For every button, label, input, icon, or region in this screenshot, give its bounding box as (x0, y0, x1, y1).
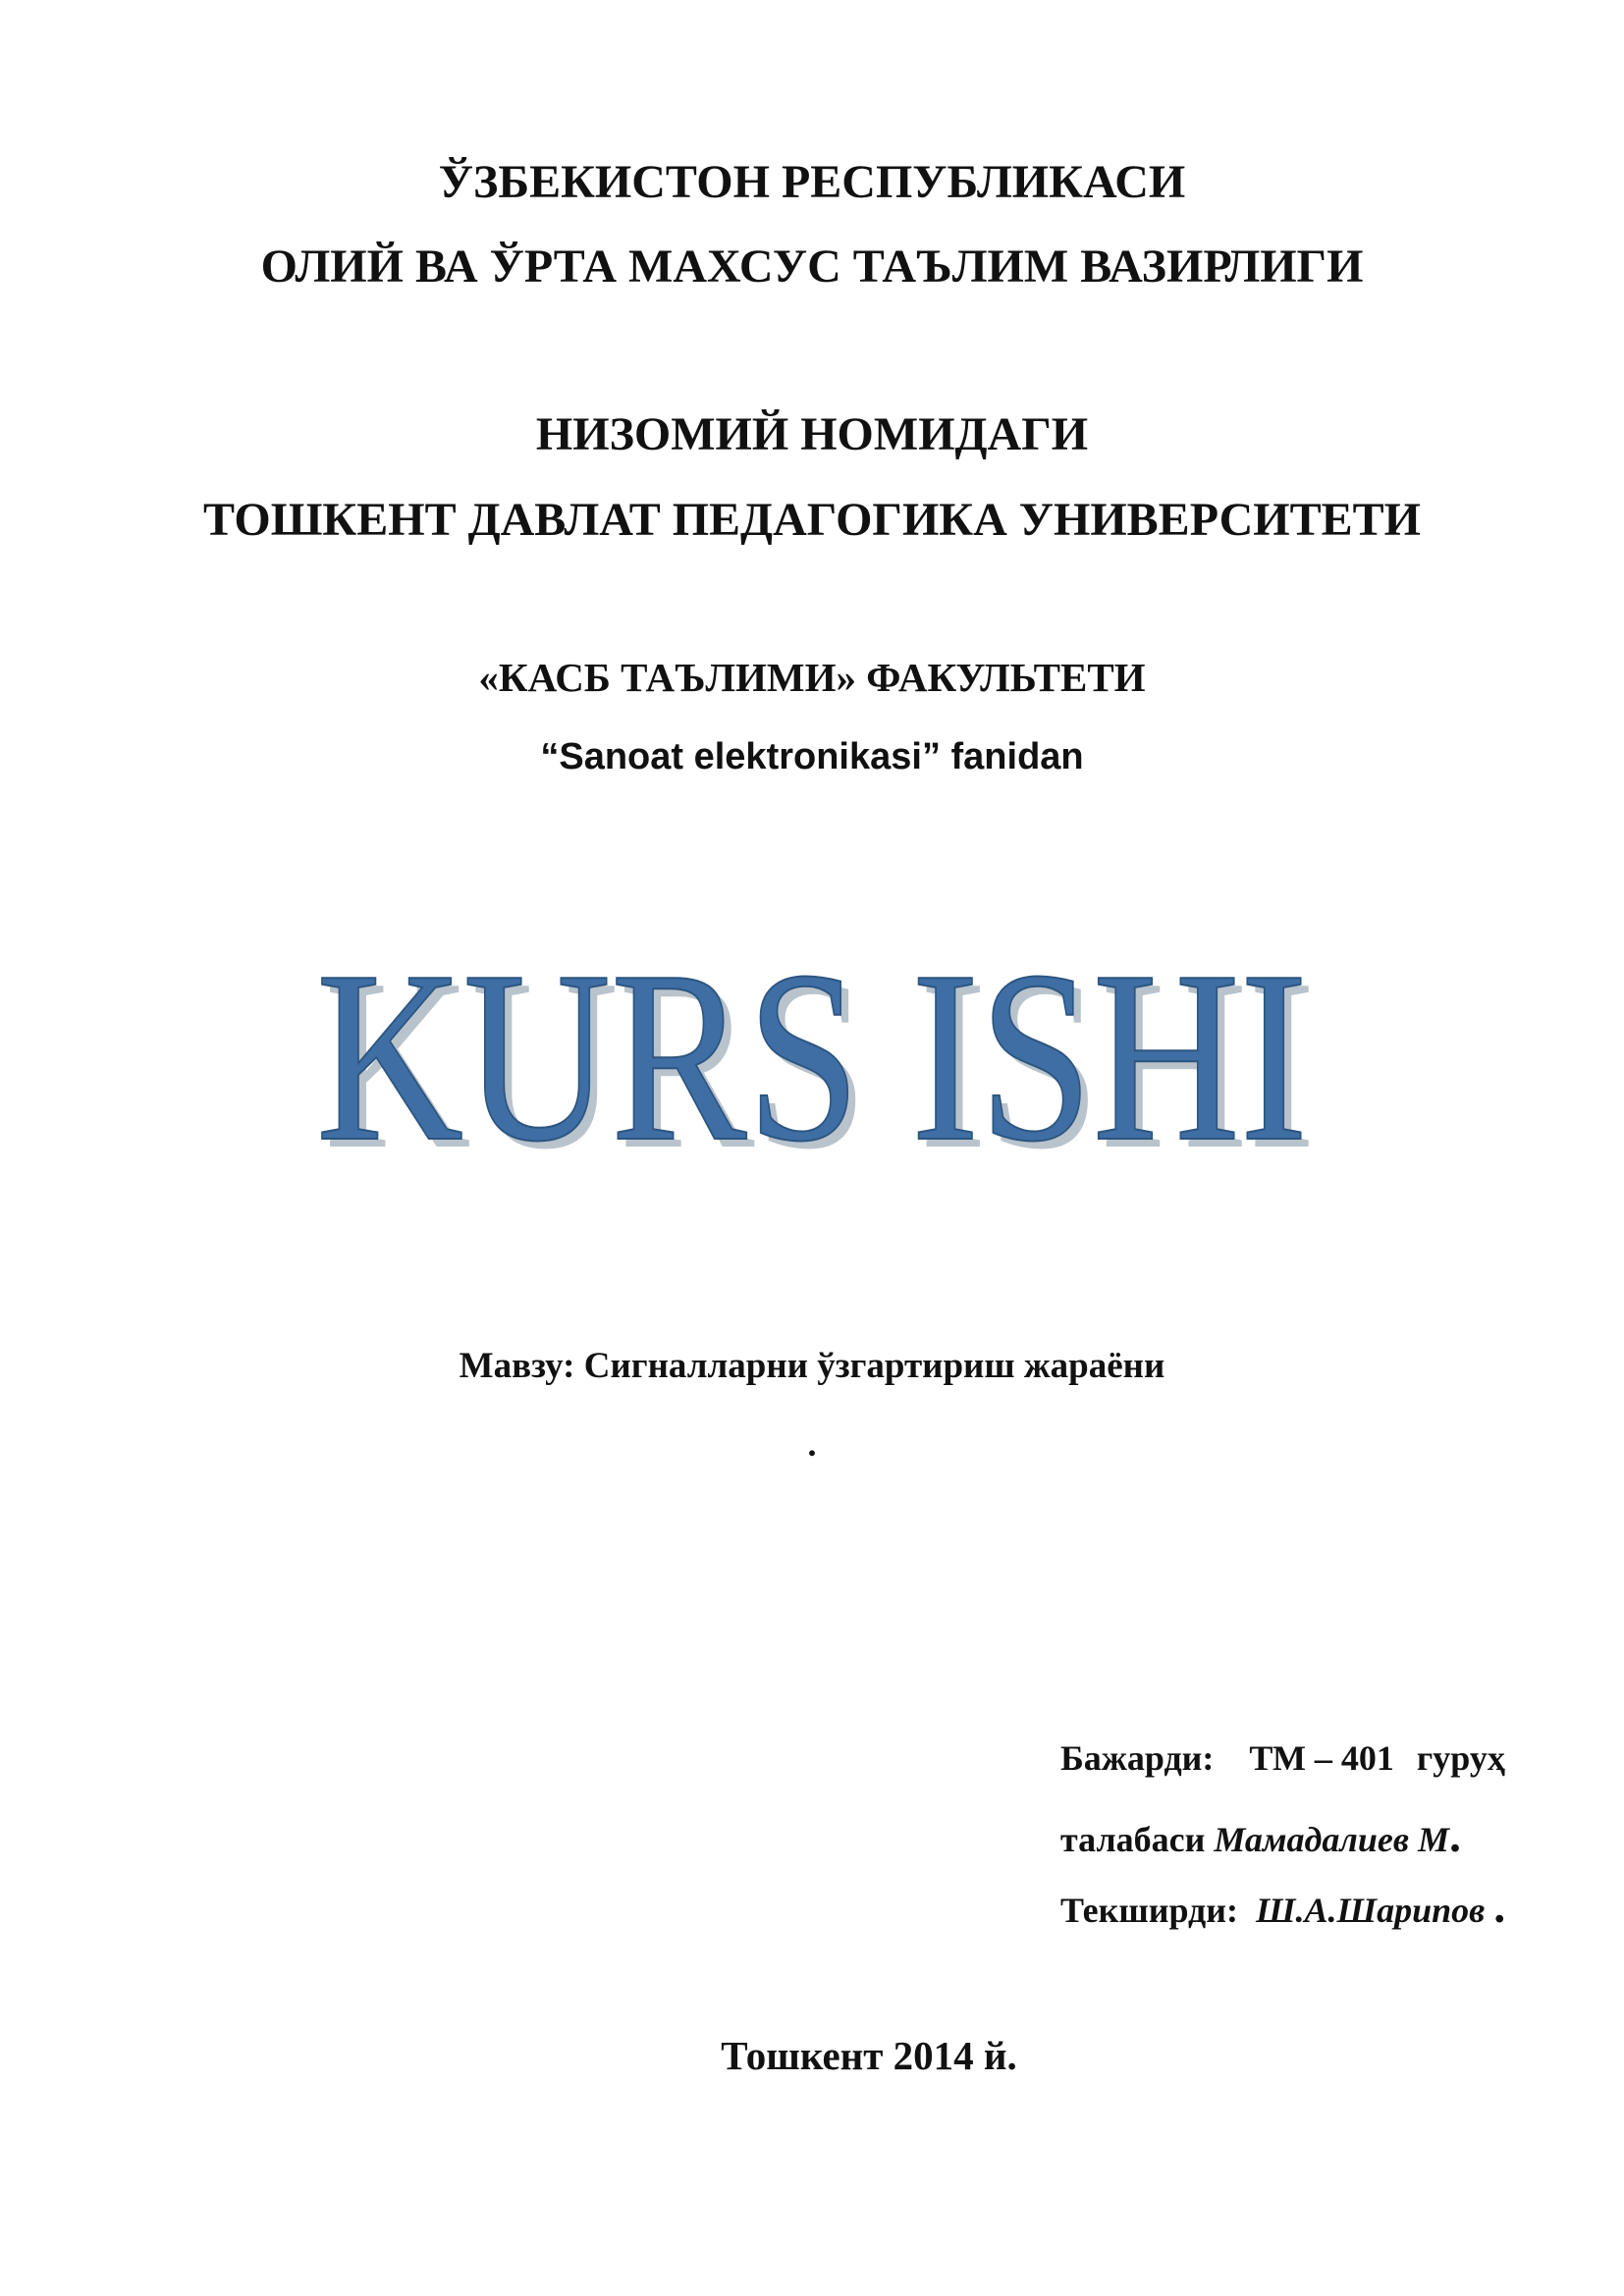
topic-dot: . (807, 1424, 817, 1464)
student-line (1060, 1809, 1461, 1863)
title-text: KURS ISHI (316, 933, 1308, 1168)
checked-label: Текширди: (1060, 1891, 1238, 1930)
checker-name: Ш.А.Шарипов (1255, 1891, 1486, 1930)
checker-period: . (1493, 1881, 1506, 1933)
country-heading: ЎЗБЕКИСТОН РЕСПУБЛИКАСИ (438, 156, 1186, 208)
done-by-line (1060, 1737, 1505, 1779)
subject-line: “Sanoat elektronikasi” fanidan (540, 736, 1084, 777)
city-year: Тошкент 2014 й. (721, 2033, 1017, 2078)
student-name: Мамадалиев М (1214, 1820, 1449, 1859)
done-label: Бажарди: (1060, 1738, 1215, 1778)
group-word: гуруҳ (1416, 1738, 1505, 1778)
university-name-line2: ТОШКЕНТ ДАВЛАТ ПЕДАГОГИКА УНИВЕРСИТЕТИ (203, 494, 1421, 546)
kurs-ishi-title (0, 933, 1624, 1168)
student-label: талабаси (1060, 1820, 1206, 1859)
group-code: ТМ – 401 (1249, 1738, 1394, 1778)
title-shadow: KURS ISHI (324, 933, 1316, 1168)
kurs-ishi-wordart (272, 933, 1352, 1168)
topic-line: Мавзу: Сигналларни ўзгартириш жараёни (459, 1346, 1165, 1386)
checked-by-line (1060, 1880, 1505, 1934)
university-name-line1: НИЗОМИЙ НОМИДАГИ (535, 408, 1089, 460)
faculty-heading: «КАСБ ТАЪЛИМИ» ФАКУЛЬТЕТИ (478, 655, 1146, 700)
ministry-heading: ОЛИЙ ВА ЎРТА МАХСУС ТАЪЛИМ ВАЗИРЛИГИ (260, 240, 1364, 293)
student-period: . (1448, 1810, 1461, 1862)
